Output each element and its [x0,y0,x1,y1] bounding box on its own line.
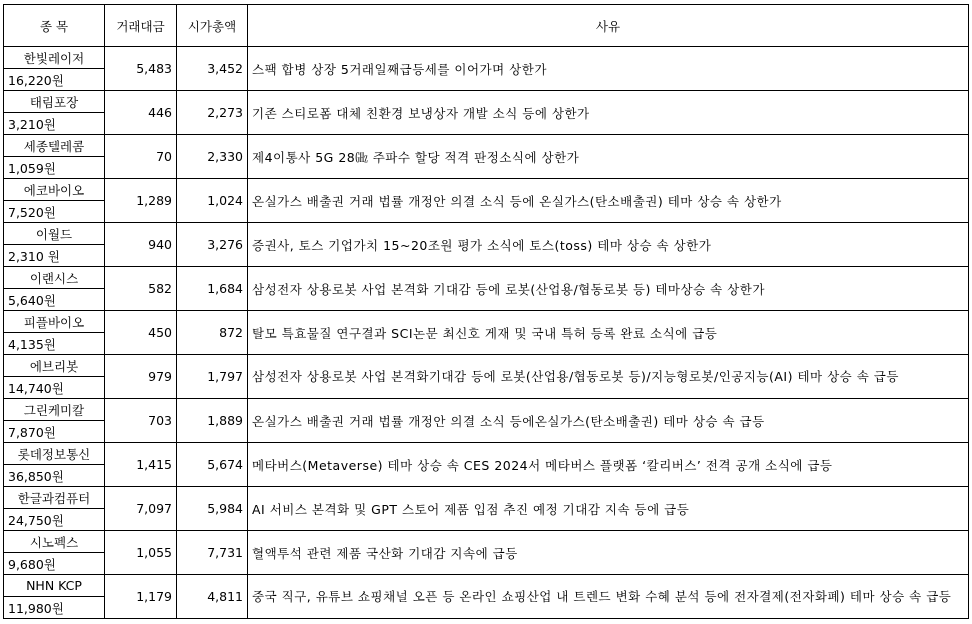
table-row [4,355,969,377]
stock-name: 태림포장 [4,91,105,113]
trade-volume: 450 [105,311,177,355]
reason-text: 메타버스(Metaverse) 테마 상승 속 CES 2024서 메타버스 플랫폼 ‘칼리버스’ 전격 공개 소식에 급등 [248,443,969,487]
header-row [4,5,969,47]
table-row [4,399,969,421]
stock-name: 이랜시스 [4,267,105,289]
table-row [4,531,969,553]
stock-name: 시노펙스 [4,531,105,553]
trade-volume: 446 [105,91,177,135]
stock-price: 5,640원 [4,289,105,311]
stock-price: 11,980원 [4,597,105,619]
table-row [4,267,969,289]
market-cap: 2,273 [177,91,248,135]
reason-text: 삼성전자 상용로봇 사업 본격화 기대감 등에 로봇(산업용/협동로봇 등) 테마상승 속 상한가 [248,267,969,311]
trade-volume: 5,483 [105,47,177,91]
stock-name: 세종텔레콤 [4,135,105,157]
reason-text: 중국 직구, 유튜브 쇼핑채널 오픈 등 온라인 쇼핑산업 내 트렌드 변화 수혜 분석 등에 전자결제(전자화폐) 테마 상승 속 급등 [248,575,969,619]
table-row [4,179,969,201]
stock-price: 9,680원 [4,553,105,575]
reason-text: 제4이통사 5G 28㎓ 주파수 할당 적격 판정소식에 상한가 [248,135,969,179]
reason-text: AI 서비스 본격화 및 GPT 스토어 제품 입점 추진 예정 기대감 지속 등에 급등 [248,487,969,531]
trade-volume: 70 [105,135,177,179]
stock-price: 3,210원 [4,113,105,135]
reason-text: 혈액투석 관련 제품 국산화 기대감 지속에 급등 [248,531,969,575]
market-cap: 1,684 [177,267,248,311]
stock-name: 한빛레이저 [4,47,105,69]
market-cap: 3,452 [177,47,248,91]
trade-volume: 582 [105,267,177,311]
stock-price: 16,220원 [4,69,105,91]
reason-text: 기존 스티로폼 대체 친환경 보냉상자 개발 소식 등에 상한가 [248,91,969,135]
table-row [4,47,969,69]
stock-name: 그린케미칼 [4,399,105,421]
market-cap: 872 [177,311,248,355]
stock-name: 한글과컴퓨터 [4,487,105,509]
table-row [4,311,969,333]
reason-text: 삼성전자 상용로봇 사업 본격화기대감 등에 로봇(산업용/협동로봇 등)/지능형로봇/인공지능(AI) 테마 상승 속 급등 [248,355,969,399]
stock-table [3,4,969,619]
header-reason: 사유 [248,5,969,47]
stock-price: 7,520원 [4,201,105,223]
stock-price: 24,750원 [4,509,105,531]
stock-name: 이월드 [4,223,105,245]
reason-text: 온실가스 배출권 거래 법률 개정안 의결 소식 등에온실가스(탄소배출권) 테마 상승 속 급등 [248,399,969,443]
table-row [4,135,969,157]
trade-volume: 1,415 [105,443,177,487]
trade-volume: 1,055 [105,531,177,575]
trade-volume: 979 [105,355,177,399]
table-body [4,47,969,619]
stock-name: 피플바이오 [4,311,105,333]
stock-name: 에브리봇 [4,355,105,377]
table-row [4,443,969,465]
market-cap: 4,811 [177,575,248,619]
reason-text: 온실가스 배출권 거래 법률 개정안 의결 소식 등에 온실가스(탄소배출권) 테마 상승 속 상한가 [248,179,969,223]
table-row [4,91,969,113]
header-stock: 종 목 [4,5,105,47]
market-cap: 1,889 [177,399,248,443]
stock-price: 14,740원 [4,377,105,399]
market-cap: 2,330 [177,135,248,179]
stock-price: 7,870원 [4,421,105,443]
table-row [4,487,969,509]
market-cap: 1,797 [177,355,248,399]
trade-volume: 1,179 [105,575,177,619]
trade-volume: 940 [105,223,177,267]
stock-price: 2,310 원 [4,245,105,267]
table-row [4,575,969,597]
market-cap: 3,276 [177,223,248,267]
reason-text: 증권사, 토스 기업가치 15~20조원 평가 소식에 토스(toss) 테마 상승 속 상한가 [248,223,969,267]
market-cap: 5,984 [177,487,248,531]
stock-price: 36,850원 [4,465,105,487]
market-cap: 1,024 [177,179,248,223]
reason-text: 스팩 합병 상장 5거래일째급등세를 이어가며 상한가 [248,47,969,91]
reason-text: 탈모 특효물질 연구결과 SCI논문 최신호 게재 및 국내 특허 등록 완료 소식에 급등 [248,311,969,355]
header-volume: 거래대금 [105,5,177,47]
trade-volume: 1,289 [105,179,177,223]
stock-price: 1,059원 [4,157,105,179]
stock-name: 롯데정보통신 [4,443,105,465]
stock-price: 4,135원 [4,333,105,355]
stock-name: 에코바이오 [4,179,105,201]
stock-name: NHN KCP [4,575,105,597]
market-cap: 7,731 [177,531,248,575]
market-cap: 5,674 [177,443,248,487]
trade-volume: 703 [105,399,177,443]
table-row [4,223,969,245]
header-market-cap: 시가총액 [177,5,248,47]
trade-volume: 7,097 [105,487,177,531]
